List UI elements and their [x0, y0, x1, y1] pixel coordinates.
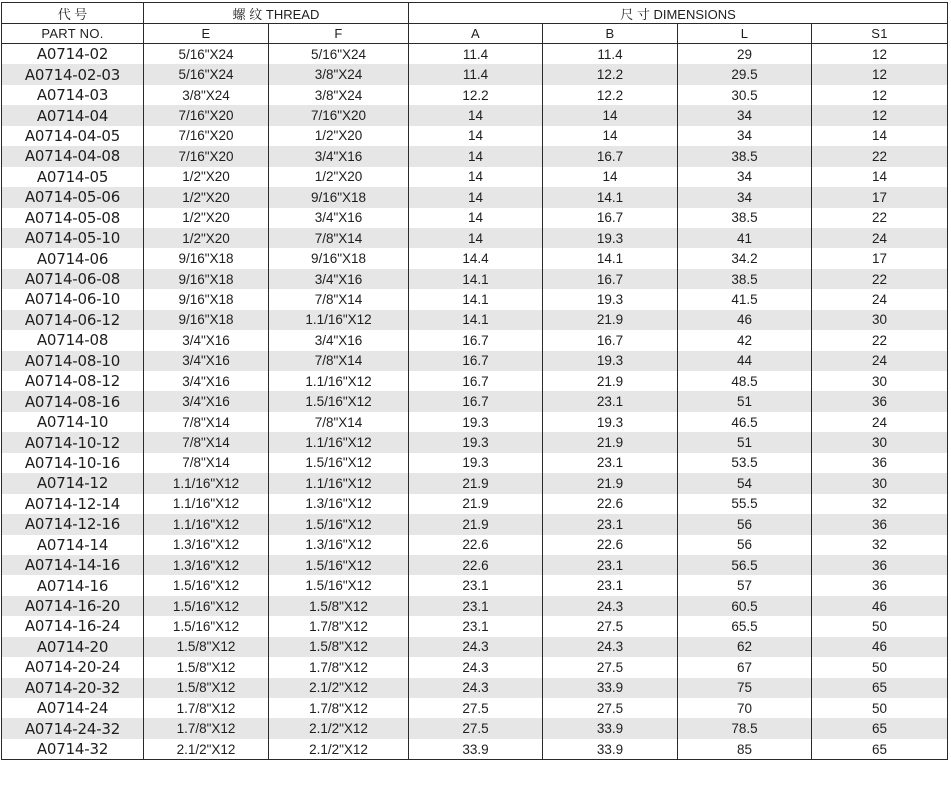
part-no-cell: A0714-08-10	[2, 351, 144, 371]
dim-l-cell: 34	[678, 187, 812, 207]
thread-e-cell: 5/16"X24	[144, 64, 269, 84]
dim-a-cell: 11.4	[409, 44, 543, 65]
thread-e-cell: 7/8"X14	[144, 412, 269, 432]
dim-a-cell: 21.9	[409, 514, 543, 534]
column-header-a: A	[409, 24, 543, 44]
dim-s1-cell: 36	[812, 575, 948, 595]
dim-b-cell: 24.3	[543, 637, 678, 657]
thread-f-cell: 7/8"X14	[269, 228, 409, 248]
thread-f-cell: 3/8"X24	[269, 85, 409, 105]
dim-b-cell: 21.9	[543, 432, 678, 452]
table-row	[2, 44, 948, 65]
table-row	[2, 208, 948, 228]
dim-l-cell: 42	[678, 330, 812, 350]
thread-e-cell: 1.5/8"X12	[144, 657, 269, 677]
thread-e-cell: 7/16"X20	[144, 126, 269, 146]
dim-a-cell: 16.7	[409, 391, 543, 411]
part-no-cell: A0714-04-05	[2, 126, 144, 146]
dim-s1-cell: 17	[812, 187, 948, 207]
part-no-cell: A0714-16-20	[2, 596, 144, 616]
table-row	[2, 248, 948, 268]
thread-e-cell: 1.1/16"X12	[144, 494, 269, 514]
table-row	[2, 126, 948, 146]
thread-f-cell: 2.1/2"X12	[269, 739, 409, 760]
dim-l-cell: 60.5	[678, 596, 812, 616]
table-row	[2, 228, 948, 248]
table-row	[2, 555, 948, 575]
thread-f-cell: 1.1/16"X12	[269, 310, 409, 330]
thread-f-cell: 1.5/16"X12	[269, 453, 409, 473]
dim-s1-cell: 50	[812, 698, 948, 718]
table-row	[2, 432, 948, 452]
dim-l-cell: 53.5	[678, 453, 812, 473]
dim-b-cell: 11.4	[543, 44, 678, 65]
part-no-cell: A0714-06	[2, 248, 144, 268]
dim-b-cell: 23.1	[543, 453, 678, 473]
part-no-cell: A0714-12-16	[2, 514, 144, 534]
thread-f-cell: 1.3/16"X12	[269, 535, 409, 555]
thread-e-cell: 3/8"X24	[144, 85, 269, 105]
thread-e-cell: 3/4"X16	[144, 371, 269, 391]
dim-a-cell: 14	[409, 146, 543, 166]
dim-a-cell: 33.9	[409, 739, 543, 760]
thread-e-cell: 9/16"X18	[144, 289, 269, 309]
dim-l-cell: 44	[678, 351, 812, 371]
table-row	[2, 698, 948, 718]
part-no-cell: A0714-08-12	[2, 371, 144, 391]
table-row	[2, 371, 948, 391]
thread-f-cell: 1.5/16"X12	[269, 575, 409, 595]
dim-l-cell: 41.5	[678, 289, 812, 309]
thread-e-cell: 1.7/8"X12	[144, 698, 269, 718]
thread-f-cell: 7/8"X14	[269, 412, 409, 432]
thread-f-cell: 7/8"X14	[269, 289, 409, 309]
thread-e-cell: 9/16"X18	[144, 310, 269, 330]
dim-s1-cell: 32	[812, 494, 948, 514]
dim-a-cell: 14	[409, 167, 543, 187]
dim-l-cell: 56	[678, 535, 812, 555]
part-no-cell: A0714-10	[2, 412, 144, 432]
thread-e-cell: 1.5/8"X12	[144, 637, 269, 657]
part-no-cell: A0714-05-10	[2, 228, 144, 248]
dim-a-cell: 14.1	[409, 310, 543, 330]
part-no-cell: A0714-06-08	[2, 269, 144, 289]
part-no-cell: A0714-04	[2, 105, 144, 125]
dim-a-cell: 14	[409, 187, 543, 207]
thread-f-cell: 9/16"X18	[269, 248, 409, 268]
thread-f-cell: 3/8"X24	[269, 64, 409, 84]
dim-s1-cell: 46	[812, 596, 948, 616]
dim-l-cell: 67	[678, 657, 812, 677]
dim-a-cell: 23.1	[409, 575, 543, 595]
dim-l-cell: 65.5	[678, 616, 812, 636]
part-no-cell: A0714-02	[2, 44, 144, 65]
spec-table-container	[1, 2, 947, 760]
thread-f-cell: 9/16"X18	[269, 187, 409, 207]
thread-e-cell: 1.5/16"X12	[144, 575, 269, 595]
part-no-cell: A0714-10-16	[2, 453, 144, 473]
dim-l-cell: 62	[678, 637, 812, 657]
thread-f-cell: 1.7/8"X12	[269, 698, 409, 718]
dim-b-cell: 14.1	[543, 187, 678, 207]
dim-b-cell: 16.7	[543, 269, 678, 289]
dim-a-cell: 24.3	[409, 678, 543, 698]
dim-a-cell: 24.3	[409, 637, 543, 657]
column-header-s1: S1	[812, 24, 948, 44]
dim-a-cell: 14	[409, 126, 543, 146]
thread-f-cell: 1.5/16"X12	[269, 514, 409, 534]
part-no-cell: A0714-08-16	[2, 391, 144, 411]
dim-a-cell: 11.4	[409, 64, 543, 84]
dim-s1-cell: 24	[812, 228, 948, 248]
thread-e-cell: 1/2"X20	[144, 208, 269, 228]
thread-e-cell: 7/16"X20	[144, 146, 269, 166]
thread-f-cell: 3/4"X16	[269, 208, 409, 228]
column-header-f: F	[269, 24, 409, 44]
thread-f-cell: 1.7/8"X12	[269, 616, 409, 636]
thread-e-cell: 9/16"X18	[144, 269, 269, 289]
dim-b-cell: 27.5	[543, 657, 678, 677]
table-row	[2, 412, 948, 432]
thread-f-cell: 3/4"X16	[269, 146, 409, 166]
dim-s1-cell: 36	[812, 391, 948, 411]
thread-e-cell: 1.1/16"X12	[144, 514, 269, 534]
part-no-cell: A0714-20	[2, 637, 144, 657]
dim-b-cell: 19.3	[543, 228, 678, 248]
part-no-cell: A0714-12-14	[2, 494, 144, 514]
column-header-e: E	[144, 24, 269, 44]
dim-a-cell: 19.3	[409, 432, 543, 452]
table-row	[2, 718, 948, 738]
dim-l-cell: 56.5	[678, 555, 812, 575]
thread-f-cell: 3/4"X16	[269, 330, 409, 350]
dim-l-cell: 29.5	[678, 64, 812, 84]
table-row	[2, 167, 948, 187]
thread-f-cell: 5/16"X24	[269, 44, 409, 65]
thread-e-cell: 1.1/16"X12	[144, 473, 269, 493]
dim-a-cell: 14.1	[409, 289, 543, 309]
thread-f-cell: 1.5/16"X12	[269, 391, 409, 411]
table-row	[2, 453, 948, 473]
dim-b-cell: 16.7	[543, 330, 678, 350]
thread-f-cell: 7/8"X14	[269, 351, 409, 371]
dim-l-cell: 46.5	[678, 412, 812, 432]
table-row	[2, 269, 948, 289]
dim-l-cell: 55.5	[678, 494, 812, 514]
dim-l-cell: 56	[678, 514, 812, 534]
thread-e-cell: 7/8"X14	[144, 432, 269, 452]
part-no-cell: A0714-20-32	[2, 678, 144, 698]
dim-l-cell: 34	[678, 105, 812, 125]
part-no-header: PART NO.	[2, 24, 144, 44]
thread-e-cell: 7/16"X20	[144, 105, 269, 125]
thread-f-cell: 1.7/8"X12	[269, 657, 409, 677]
dim-l-cell: 85	[678, 739, 812, 760]
part-no-cell: A0714-16-24	[2, 616, 144, 636]
dim-s1-cell: 32	[812, 535, 948, 555]
thread-e-cell: 7/8"X14	[144, 453, 269, 473]
part-no-cell: A0714-04-08	[2, 146, 144, 166]
dim-s1-cell: 50	[812, 616, 948, 636]
dim-l-cell: 34.2	[678, 248, 812, 268]
dim-a-cell: 19.3	[409, 453, 543, 473]
thread-group-header: 螺 纹 THREAD	[144, 3, 409, 24]
dim-s1-cell: 30	[812, 371, 948, 391]
part-no-cell: A0714-24	[2, 698, 144, 718]
thread-e-cell: 9/16"X18	[144, 248, 269, 268]
table-row	[2, 105, 948, 125]
dim-l-cell: 34	[678, 126, 812, 146]
part-no-cell: A0714-24-32	[2, 718, 144, 738]
table-row	[2, 657, 948, 677]
dim-s1-cell: 12	[812, 105, 948, 125]
dim-s1-cell: 24	[812, 351, 948, 371]
thread-f-cell: 2.1/2"X12	[269, 678, 409, 698]
dim-a-cell: 21.9	[409, 494, 543, 514]
dim-l-cell: 78.5	[678, 718, 812, 738]
dim-b-cell: 19.3	[543, 289, 678, 309]
part-no-cell: A0714-10-12	[2, 432, 144, 452]
thread-e-cell: 3/4"X16	[144, 391, 269, 411]
dim-a-cell: 27.5	[409, 698, 543, 718]
dim-b-cell: 19.3	[543, 412, 678, 432]
part-no-cell: A0714-05-08	[2, 208, 144, 228]
part-no-cell: A0714-08	[2, 330, 144, 350]
thread-f-cell: 2.1/2"X12	[269, 718, 409, 738]
dim-s1-cell: 30	[812, 432, 948, 452]
table-row	[2, 596, 948, 616]
dim-a-cell: 14.4	[409, 248, 543, 268]
header-row-columns	[2, 24, 948, 44]
dim-l-cell: 70	[678, 698, 812, 718]
dim-s1-cell: 30	[812, 310, 948, 330]
dim-a-cell: 22.6	[409, 535, 543, 555]
part-no-cell: A0714-02-03	[2, 64, 144, 84]
dim-l-cell: 29	[678, 44, 812, 65]
dim-s1-cell: 65	[812, 678, 948, 698]
thread-f-cell: 1.1/16"X12	[269, 371, 409, 391]
dim-s1-cell: 65	[812, 739, 948, 760]
thread-f-cell: 1.5/8"X12	[269, 596, 409, 616]
dim-s1-cell: 24	[812, 289, 948, 309]
thread-f-cell: 1.1/16"X12	[269, 432, 409, 452]
column-header-l: L	[678, 24, 812, 44]
table-row	[2, 391, 948, 411]
dim-s1-cell: 46	[812, 637, 948, 657]
thread-dimensions-table	[1, 2, 948, 760]
table-body	[2, 44, 948, 760]
thread-e-cell: 1/2"X20	[144, 167, 269, 187]
dim-b-cell: 14.1	[543, 248, 678, 268]
dim-b-cell: 24.3	[543, 596, 678, 616]
dim-s1-cell: 12	[812, 85, 948, 105]
dim-a-cell: 19.3	[409, 412, 543, 432]
thread-f-cell: 1/2"X20	[269, 126, 409, 146]
part-no-cell: A0714-12	[2, 473, 144, 493]
part-no-cell: A0714-20-24	[2, 657, 144, 677]
part-no-cell: A0714-16	[2, 575, 144, 595]
dim-b-cell: 33.9	[543, 678, 678, 698]
dim-s1-cell: 22	[812, 146, 948, 166]
thread-f-cell: 1/2"X20	[269, 167, 409, 187]
dim-b-cell: 23.1	[543, 514, 678, 534]
dim-l-cell: 38.5	[678, 269, 812, 289]
table-row	[2, 616, 948, 636]
thread-e-cell: 1.5/16"X12	[144, 596, 269, 616]
dim-s1-cell: 30	[812, 473, 948, 493]
table-row	[2, 514, 948, 534]
part-no-cell: A0714-06-10	[2, 289, 144, 309]
part-no-cell: A0714-06-12	[2, 310, 144, 330]
dim-l-cell: 34	[678, 167, 812, 187]
thread-e-cell: 1.5/16"X12	[144, 616, 269, 636]
dim-l-cell: 51	[678, 432, 812, 452]
part-no-cell: A0714-03	[2, 85, 144, 105]
dim-b-cell: 21.9	[543, 371, 678, 391]
dim-b-cell: 14	[543, 167, 678, 187]
dim-b-cell: 33.9	[543, 739, 678, 760]
dim-a-cell: 14	[409, 105, 543, 125]
thread-f-cell: 1.1/16"X12	[269, 473, 409, 493]
dim-l-cell: 48.5	[678, 371, 812, 391]
dim-s1-cell: 14	[812, 167, 948, 187]
dim-a-cell: 16.7	[409, 351, 543, 371]
dim-a-cell: 27.5	[409, 718, 543, 738]
table-row	[2, 473, 948, 493]
dim-a-cell: 12.2	[409, 85, 543, 105]
part-no-cell: A0714-05-06	[2, 187, 144, 207]
dim-b-cell: 12.2	[543, 85, 678, 105]
dim-s1-cell: 17	[812, 248, 948, 268]
thread-e-cell: 5/16"X24	[144, 44, 269, 65]
dim-l-cell: 57	[678, 575, 812, 595]
dim-b-cell: 27.5	[543, 616, 678, 636]
dim-s1-cell: 36	[812, 514, 948, 534]
table-row	[2, 637, 948, 657]
dim-a-cell: 16.7	[409, 371, 543, 391]
dim-l-cell: 46	[678, 310, 812, 330]
part-no-cell: A0714-32	[2, 739, 144, 760]
table-row	[2, 187, 948, 207]
dim-b-cell: 23.1	[543, 391, 678, 411]
dim-s1-cell: 22	[812, 208, 948, 228]
table-row	[2, 351, 948, 371]
dim-l-cell: 38.5	[678, 146, 812, 166]
dim-a-cell: 14.1	[409, 269, 543, 289]
thread-e-cell: 1.5/8"X12	[144, 678, 269, 698]
dim-s1-cell: 22	[812, 269, 948, 289]
dim-b-cell: 22.6	[543, 494, 678, 514]
dim-b-cell: 14	[543, 105, 678, 125]
dim-b-cell: 12.2	[543, 64, 678, 84]
table-row	[2, 575, 948, 595]
table-row	[2, 64, 948, 84]
dim-a-cell: 14	[409, 208, 543, 228]
dim-b-cell: 16.7	[543, 146, 678, 166]
dim-a-cell: 24.3	[409, 657, 543, 677]
dim-s1-cell: 22	[812, 330, 948, 350]
dim-l-cell: 30.5	[678, 85, 812, 105]
part-no-cell: A0714-14-16	[2, 555, 144, 575]
part-no-cell: A0714-14	[2, 535, 144, 555]
dim-l-cell: 51	[678, 391, 812, 411]
table-row	[2, 535, 948, 555]
table-row	[2, 310, 948, 330]
table-row	[2, 289, 948, 309]
dim-l-cell: 75	[678, 678, 812, 698]
table-row	[2, 678, 948, 698]
table-row	[2, 494, 948, 514]
dim-a-cell: 23.1	[409, 596, 543, 616]
thread-f-cell: 1.5/16"X12	[269, 555, 409, 575]
dim-s1-cell: 36	[812, 453, 948, 473]
thread-e-cell: 1/2"X20	[144, 228, 269, 248]
dim-b-cell: 23.1	[543, 555, 678, 575]
thread-f-cell: 7/16"X20	[269, 105, 409, 125]
dim-s1-cell: 24	[812, 412, 948, 432]
thread-f-cell: 3/4"X16	[269, 269, 409, 289]
dim-s1-cell: 65	[812, 718, 948, 738]
table-row	[2, 85, 948, 105]
header-row-group	[2, 3, 948, 24]
dim-b-cell: 21.9	[543, 310, 678, 330]
thread-e-cell: 2.1/2"X12	[144, 739, 269, 760]
thread-f-cell: 1.3/16"X12	[269, 494, 409, 514]
dim-s1-cell: 12	[812, 44, 948, 65]
thread-e-cell: 1.3/16"X12	[144, 535, 269, 555]
column-header-b: B	[543, 24, 678, 44]
dim-a-cell: 14	[409, 228, 543, 248]
code-header: 代 号	[2, 3, 144, 24]
dim-b-cell: 27.5	[543, 698, 678, 718]
dim-b-cell: 23.1	[543, 575, 678, 595]
dim-a-cell: 23.1	[409, 616, 543, 636]
table-row	[2, 739, 948, 760]
dim-s1-cell: 14	[812, 126, 948, 146]
thread-f-cell: 1.5/8"X12	[269, 637, 409, 657]
table-row	[2, 146, 948, 166]
dim-b-cell: 22.6	[543, 535, 678, 555]
dim-b-cell: 14	[543, 126, 678, 146]
dim-s1-cell: 36	[812, 555, 948, 575]
thread-e-cell: 3/4"X16	[144, 330, 269, 350]
thread-e-cell: 3/4"X16	[144, 351, 269, 371]
dim-a-cell: 16.7	[409, 330, 543, 350]
part-no-cell: A0714-05	[2, 167, 144, 187]
thread-e-cell: 1/2"X20	[144, 187, 269, 207]
dim-b-cell: 33.9	[543, 718, 678, 738]
dim-a-cell: 22.6	[409, 555, 543, 575]
dim-a-cell: 21.9	[409, 473, 543, 493]
table-row	[2, 330, 948, 350]
thread-e-cell: 1.7/8"X12	[144, 718, 269, 738]
dimensions-group-header: 尺 寸 DIMENSIONS	[409, 3, 948, 24]
dim-l-cell: 54	[678, 473, 812, 493]
thread-e-cell: 1.3/16"X12	[144, 555, 269, 575]
dim-s1-cell: 50	[812, 657, 948, 677]
dim-b-cell: 19.3	[543, 351, 678, 371]
dim-l-cell: 41	[678, 228, 812, 248]
dim-b-cell: 21.9	[543, 473, 678, 493]
dim-l-cell: 38.5	[678, 208, 812, 228]
dim-s1-cell: 12	[812, 64, 948, 84]
dim-b-cell: 16.7	[543, 208, 678, 228]
